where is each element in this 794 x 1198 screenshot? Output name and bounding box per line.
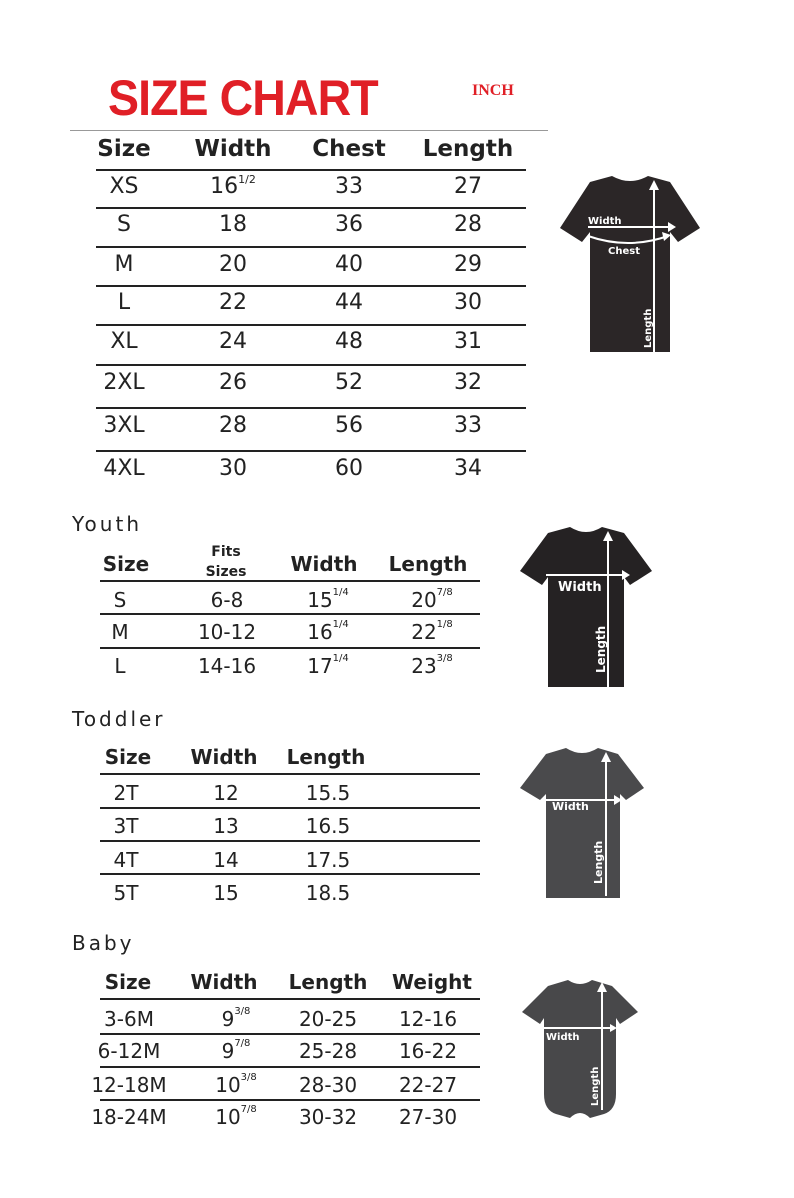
adult-cell-length: 33 <box>454 413 482 438</box>
adult-header-rule <box>96 169 526 171</box>
adult-diagram-width-label: Width <box>588 216 622 227</box>
youth-cell-length: $20^{7/8}$ <box>411 587 453 612</box>
toddler-row-rule <box>100 840 480 842</box>
baby-cell-weight: 16-22 <box>398 1039 458 1063</box>
adult-row-rule <box>96 364 526 366</box>
adult-cell-size: 2XL <box>103 370 145 395</box>
toddler-cell-length: 17.5 <box>305 848 351 872</box>
youth-row-rule <box>100 613 480 615</box>
unit-label: INCH <box>472 82 514 99</box>
youth-cell-fits: 6-8 <box>210 588 244 612</box>
adult-cell-width: 20 <box>219 252 247 277</box>
toddler-cell-size: 4T <box>113 848 139 872</box>
toddler-cell-width: 13 <box>213 814 239 838</box>
youth-cell-size: S <box>113 588 127 612</box>
baby-cell-weight: 27-30 <box>398 1105 458 1129</box>
adult-cell-width: 18 <box>219 212 247 237</box>
toddler-section-label: Toddler <box>72 707 166 731</box>
adult-cell-length: 31 <box>454 329 482 354</box>
baby-diagram-width-label: Width <box>546 1032 580 1043</box>
baby-header-size: Size <box>104 970 152 994</box>
adult-cell-chest: 33 <box>335 174 363 199</box>
youth-cell-fits: 14-16 <box>197 654 257 678</box>
baby-cell-width-fraction: 7/8 <box>234 1038 251 1049</box>
baby-cell-width-fraction: 7/8 <box>240 1104 257 1115</box>
toddler-cell-size: 3T <box>113 814 139 838</box>
youth-cell-length: $22^{1/8}$ <box>411 619 453 644</box>
adult-cell-width: 28 <box>219 413 247 438</box>
adult-cell-width: $16^{1/2}$ <box>210 172 256 199</box>
baby-cell-width: $10^{7/8}$ <box>215 1104 257 1129</box>
toddler-diagram-width-label: Width <box>552 800 589 813</box>
adult-diagram-length-label: Length <box>643 308 654 348</box>
baby-cell-size: 6-12M <box>97 1039 161 1063</box>
baby-row-rule <box>100 1066 480 1068</box>
adult-cell-width: 22 <box>219 290 247 315</box>
adult-cell-length: 27 <box>454 174 482 199</box>
adult-shirt-diagram <box>550 170 710 360</box>
baby-row-rule <box>100 1033 480 1035</box>
youth-header-rule <box>100 580 480 582</box>
baby-header-length: Length <box>288 970 368 994</box>
youth-cell-fits: 10-12 <box>197 620 257 644</box>
baby-diagram-length-label: Length <box>590 1066 601 1106</box>
youth-cell-length-fraction: 1/8 <box>436 619 453 630</box>
baby-cell-length: 20-25 <box>298 1007 358 1031</box>
toddler-header-size: Size <box>104 745 152 769</box>
toddler-diagram-length-label: Length <box>592 840 605 884</box>
baby-cell-size: 3-6M <box>104 1007 154 1031</box>
toddler-cell-size: 2T <box>113 781 139 805</box>
baby-onesie-icon <box>522 980 638 1118</box>
baby-cell-width: $10^{3/8}$ <box>215 1072 257 1097</box>
baby-header-width: Width <box>190 970 258 994</box>
baby-row-rule <box>100 1099 480 1101</box>
adult-row-rule <box>96 450 526 452</box>
baby-cell-width-fraction: 3/8 <box>240 1072 257 1083</box>
adult-cell-width-fraction: 1/2 <box>238 172 256 186</box>
adult-cell-width: 24 <box>219 329 247 354</box>
adult-cell-chest: 52 <box>335 370 363 395</box>
youth-row-rule <box>100 647 480 649</box>
youth-shirt-diagram <box>512 525 662 695</box>
youth-cell-width: $17^{1/4}$ <box>307 653 349 678</box>
adult-cell-size: 3XL <box>103 413 145 438</box>
adult-cell-length: 30 <box>454 290 482 315</box>
toddler-shirt-icon <box>520 748 644 898</box>
youth-cell-width-fraction: 1/4 <box>332 653 349 664</box>
adult-cell-length: 32 <box>454 370 482 395</box>
youth-header-width: Width <box>290 552 358 576</box>
youth-cell-width: $15^{1/4}$ <box>307 587 349 612</box>
adult-row-rule <box>96 207 526 209</box>
toddler-cell-width: 12 <box>213 781 239 805</box>
toddler-header-rule <box>100 773 480 775</box>
toddler-cell-length: 16.5 <box>305 814 351 838</box>
adult-cell-length: 34 <box>454 456 482 481</box>
adult-header-chest: Chest <box>312 136 386 162</box>
youth-cell-width: $16^{1/4}$ <box>307 619 349 644</box>
toddler-header-length: Length <box>286 745 366 769</box>
adult-diagram-chest-label: Chest <box>608 246 640 257</box>
youth-cell-length-fraction: 3/8 <box>436 653 453 664</box>
youth-cell-size: M <box>111 620 129 644</box>
baby-cell-weight: 12-16 <box>398 1007 458 1031</box>
title-divider <box>70 130 548 131</box>
baby-header-rule <box>100 998 480 1000</box>
baby-section-label: Baby <box>72 931 135 955</box>
baby-cell-width: $9^{3/8}$ <box>221 1006 251 1031</box>
youth-header-length: Length <box>388 552 468 576</box>
baby-cell-size: 18-24M <box>91 1105 167 1129</box>
toddler-row-rule <box>100 807 480 809</box>
adult-cell-length: 29 <box>454 252 482 277</box>
baby-cell-width-fraction: 3/8 <box>234 1006 251 1017</box>
youth-header-fits-sizes: Sizes <box>205 564 247 580</box>
baby-cell-weight: 22-27 <box>398 1073 458 1097</box>
adult-row-rule <box>96 285 526 287</box>
baby-onesie-diagram <box>518 978 648 1128</box>
toddler-cell-length: 18.5 <box>305 881 351 905</box>
adult-cell-chest: 40 <box>335 252 363 277</box>
adult-shirt-icon <box>560 176 700 352</box>
adult-cell-size: XS <box>109 174 139 199</box>
adult-cell-chest: 56 <box>335 413 363 438</box>
youth-diagram-width-label: Width <box>558 580 602 595</box>
adult-cell-width: 26 <box>219 370 247 395</box>
youth-diagram-length-label: Length <box>594 625 608 673</box>
baby-cell-width: $9^{7/8}$ <box>221 1038 251 1063</box>
youth-cell-length: $23^{3/8}$ <box>411 653 453 678</box>
adult-cell-chest: 60 <box>335 456 363 481</box>
toddler-cell-length: 15.5 <box>305 781 351 805</box>
youth-cell-size: L <box>114 654 126 678</box>
adult-row-rule <box>96 246 526 248</box>
baby-cell-length: 30-32 <box>298 1105 358 1129</box>
adult-cell-size: M <box>114 252 134 277</box>
youth-shirt-icon <box>520 527 652 687</box>
adult-cell-chest: 44 <box>335 290 363 315</box>
toddler-cell-width: 14 <box>213 848 239 872</box>
adult-cell-width: 30 <box>219 456 247 481</box>
toddler-shirt-diagram <box>512 748 652 903</box>
toddler-cell-size: 5T <box>113 881 139 905</box>
adult-cell-chest: 36 <box>335 212 363 237</box>
toddler-header-width: Width <box>190 745 258 769</box>
adult-cell-length: 28 <box>454 212 482 237</box>
toddler-cell-width: 15 <box>213 881 239 905</box>
youth-header-size: Size <box>102 552 150 576</box>
adult-header-length: Length <box>422 136 514 162</box>
youth-cell-length-fraction: 7/8 <box>436 587 453 598</box>
adult-row-rule <box>96 324 526 326</box>
page-title: SIZE CHART <box>108 70 378 126</box>
youth-cell-width-fraction: 1/4 <box>332 587 349 598</box>
youth-header-fits: Fits <box>211 544 241 560</box>
adult-cell-size: XL <box>110 329 138 354</box>
adult-header-size: Size <box>97 136 151 162</box>
adult-cell-size: L <box>117 290 131 315</box>
youth-cell-width-fraction: 1/4 <box>332 619 349 630</box>
baby-cell-length: 25-28 <box>298 1039 358 1063</box>
baby-header-weight: Weight <box>392 970 472 994</box>
adult-cell-size: S <box>117 212 131 237</box>
adult-row-rule <box>96 407 526 409</box>
baby-cell-size: 12-18M <box>91 1073 167 1097</box>
youth-section-label: Youth <box>72 512 142 536</box>
baby-cell-length: 28-30 <box>298 1073 358 1097</box>
adult-cell-chest: 48 <box>335 329 363 354</box>
adult-cell-size: 4XL <box>103 456 145 481</box>
toddler-row-rule <box>100 873 480 875</box>
adult-header-width: Width <box>194 136 272 162</box>
